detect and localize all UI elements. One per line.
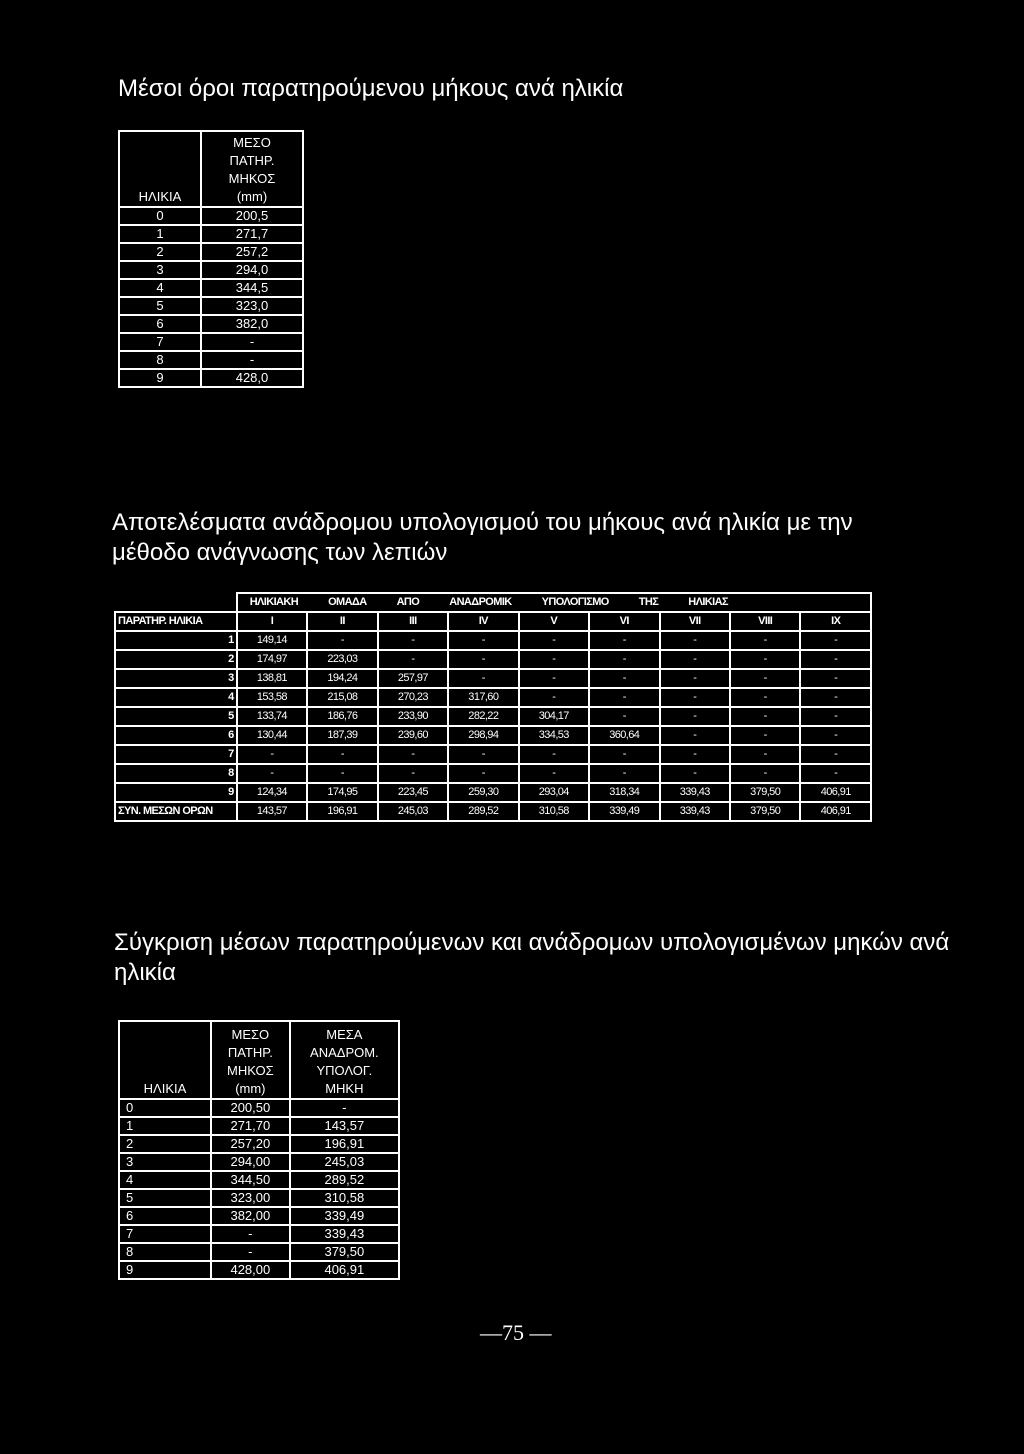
table-row [119,243,303,261]
length-cell: - [730,650,800,669]
calculated-length-cell: 245,03 [290,1153,399,1171]
observed-length-body [119,207,303,387]
observed-length-table [118,130,304,388]
age-class-header: I [237,612,307,631]
table-row [119,1171,399,1189]
table-row [119,207,303,225]
length-cell: 344,5 [201,279,303,297]
observed-length-header [211,1021,290,1099]
length-cell: 382,0 [201,315,303,333]
length-cell: - [519,650,589,669]
length-cell: 257,2 [201,243,303,261]
age-cell: 7 [119,333,201,351]
length-cell: - [660,650,730,669]
table-row [115,650,871,669]
summary-label: ΣΥΝ. ΜΕΣΩΝ ΟΡΩΝ [115,802,237,821]
length-cell: - [660,764,730,783]
table-row [119,1153,399,1171]
header-line: ΜΗΚΟΣ [227,1063,274,1078]
summary-cell: 310,58 [519,802,589,821]
calculated-length-cell: 310,58 [290,1189,399,1207]
summary-cell: 245,03 [378,802,448,821]
observed-age-cell: 3 [115,669,237,688]
length-cell: - [800,631,871,650]
observed-age-cell: 1 [115,631,237,650]
calculated-length-cell: 143,57 [290,1117,399,1135]
length-cell: - [660,707,730,726]
age-class-header: VIII [730,612,800,631]
age-class-header: II [307,612,377,631]
age-cell: 5 [119,1189,211,1207]
calculated-length-cell: 406,91 [290,1261,399,1279]
table-row [119,315,303,333]
table-header-row [119,1021,399,1099]
table-row [119,1099,399,1117]
table-row [115,631,871,650]
observed-age-cell: 8 [115,764,237,783]
length-cell: - [201,351,303,369]
comparison-table [118,1020,400,1280]
length-cell: - [378,764,448,783]
header-line: ΜΗΚΟΣ [228,171,276,186]
page-number: —75 — [480,1320,552,1345]
table-row [115,783,871,802]
length-cell: - [800,688,871,707]
calculated-length-cell: 289,52 [290,1171,399,1189]
caption-word: ΗΛΙΚΙΑΚΗ [249,596,299,608]
table-row [119,333,303,351]
length-cell: - [589,745,659,764]
length-cell: - [800,650,871,669]
age-cell: 9 [119,369,201,387]
section2-title: Αποτελέσματα ανάδρομου υπολογισμού του μήκους ανά ηλικία με την μέθοδο ανάγνωσης των λεπιών [112,509,853,566]
section1-title: Μέσοι όροι παρατηρούμενου μήκους ανά ηλικία [118,75,624,102]
summary-cell: 143,57 [237,802,307,821]
age-cell: 7 [119,1225,211,1243]
age-class-header: VII [660,612,730,631]
length-cell: - [589,669,659,688]
length-cell: 223,03 [307,650,377,669]
table-header-row [119,131,303,207]
age-cell: 6 [119,315,201,333]
age-cell: 0 [119,1099,211,1117]
table-row [119,1261,399,1279]
caption-word: ΤΗΣ [638,596,659,608]
age-class-header: VI [589,612,659,631]
length-cell: - [519,764,589,783]
length-cell: - [589,764,659,783]
summary-cell: 379,50 [730,802,800,821]
length-cell: 174,95 [307,783,377,802]
length-cell: 200,5 [201,207,303,225]
header-line: ΜΕΣΑ [326,1027,363,1042]
table-row [115,669,871,688]
length-cell: 428,0 [201,369,303,387]
table-row [115,764,871,783]
header-line: ΥΠΟΛΟΓ. [316,1063,373,1078]
age-cell: 8 [119,1243,211,1261]
age-header: ΗΛΙΚΙΑ [119,131,201,207]
length-cell: 223,45 [378,783,448,802]
length-cell: - [800,707,871,726]
length-cell: - [660,631,730,650]
age-header: ΗΛΙΚΙΑ [119,1021,211,1099]
length-cell: 334,53 [519,726,589,745]
length-cell: 304,17 [519,707,589,726]
table-row [119,297,303,315]
length-cell: - [519,669,589,688]
length-cell: 153,58 [237,688,307,707]
table-row [115,707,871,726]
row-header-label: ΠΑΡΑΤΗΡ. ΗΛΙΚΙΑ [115,612,237,631]
length-cell: - [448,745,518,764]
observed-age-cell: 2 [115,650,237,669]
length-cell: - [519,631,589,650]
caption-word: ΗΛΙΚΙΑΣ [688,596,728,608]
length-cell: 130,44 [237,726,307,745]
length-cell: 186,76 [307,707,377,726]
observed-length-cell: 271,70 [211,1117,290,1135]
calculated-length-header [290,1021,399,1099]
calculated-length-cell: 379,50 [290,1243,399,1261]
length-cell: - [589,707,659,726]
age-cell: 1 [119,1117,211,1135]
length-cell: - [237,764,307,783]
age-cell: 4 [119,1171,211,1189]
observed-age-cell: 6 [115,726,237,745]
length-cell: - [800,764,871,783]
summary-cell: 289,52 [448,802,518,821]
age-class-header: III [378,612,448,631]
header-line: ΜΕΣΟ [233,135,271,150]
length-cell: - [448,650,518,669]
length-cell: 379,50 [730,783,800,802]
length-cell: - [448,669,518,688]
calculated-length-cell: 339,43 [290,1225,399,1243]
length-cell: - [378,650,448,669]
length-cell: - [589,688,659,707]
observed-length-cell: - [211,1225,290,1243]
section3-title: Σύγκριση μέσων παρατηρούμενων και ανάδρομων υπολογισμένων μηκών ανά ηλικία [114,929,950,986]
length-cell: 360,64 [589,726,659,745]
length-cell: 298,94 [448,726,518,745]
length-cell: - [800,669,871,688]
length-cell: 406,91 [800,783,871,802]
table-row [115,688,871,707]
age-cell: 6 [119,1207,211,1225]
age-cell: 0 [119,207,201,225]
back-calculation-table [114,592,872,822]
header-line: ΑΝΑΔΡΟΜ. [310,1045,379,1060]
length-cell: 339,43 [660,783,730,802]
header-line: ΠΑΤΗΡ. [229,153,275,168]
observed-age-cell: 5 [115,707,237,726]
age-cell: 2 [119,243,201,261]
length-cell: - [448,764,518,783]
summary-cell: 339,49 [589,802,659,821]
length-cell: - [378,745,448,764]
length-cell: 174,97 [237,650,307,669]
length-cell: - [589,650,659,669]
age-cell: 8 [119,351,201,369]
length-cell: 149,14 [237,631,307,650]
length-cell: 124,34 [237,783,307,802]
calculated-length-cell: 339,49 [290,1207,399,1225]
caption-word: ΑΝΑΔΡΟΜΙΚ [449,596,512,608]
calculated-length-cell: 196,91 [290,1135,399,1153]
length-cell: 294,0 [201,261,303,279]
table-row [119,1189,399,1207]
header-line: ΠΑΤΗΡ. [227,1045,273,1060]
age-cell: 4 [119,279,201,297]
table-row [119,261,303,279]
length-cell: 215,08 [307,688,377,707]
length-cell: - [730,726,800,745]
header-line: ΜΗΚΗ [325,1081,364,1096]
age-class-header: IX [800,612,871,631]
length-cell: 233,90 [378,707,448,726]
length-cell: 239,60 [378,726,448,745]
length-cell: 282,22 [448,707,518,726]
length-cell: - [201,333,303,351]
column-header-row [115,612,871,631]
length-cell: - [730,669,800,688]
observed-age-cell: 7 [115,745,237,764]
summary-cell: 339,43 [660,802,730,821]
comparison-body [119,1099,399,1279]
age-class-header: V [519,612,589,631]
length-cell: - [519,745,589,764]
length-cell: - [660,745,730,764]
age-cell: 1 [119,225,201,243]
length-cell: - [730,631,800,650]
header-line: (mm) [235,1081,266,1096]
caption-word: ΑΠΟ [396,596,420,608]
length-cell: 323,0 [201,297,303,315]
length-cell: - [730,688,800,707]
length-cell: 138,81 [237,669,307,688]
caption-word: ΥΠΟΛΟΓΙΣΜΟ [541,596,609,608]
observed-length-cell: - [211,1243,290,1261]
age-class-header: IV [448,612,518,631]
length-cell: 257,97 [378,669,448,688]
header-line: ΜΕΣΟ [231,1027,270,1042]
summary-cell: 196,91 [307,802,377,821]
length-cell: - [378,631,448,650]
observed-length-cell: 344,50 [211,1171,290,1189]
table-row [119,225,303,243]
length-cell: - [730,707,800,726]
age-cell: 3 [119,261,201,279]
table-row [119,279,303,297]
length-cell: - [237,745,307,764]
caption-word: ΟΜΑΔΑ [328,596,367,608]
age-cell: 5 [119,297,201,315]
header-line: (mm) [236,189,268,204]
table-row [119,1117,399,1135]
length-cell: - [307,631,377,650]
observed-length-cell: 428,00 [211,1261,290,1279]
length-cell: - [660,688,730,707]
table-row [119,369,303,387]
length-cell: 133,74 [237,707,307,726]
length-cell: 317,60 [448,688,518,707]
age-cell: 2 [119,1135,211,1153]
table-row [119,1135,399,1153]
table-row [119,351,303,369]
summary-cell: 406,91 [800,802,871,821]
length-cell: 271,7 [201,225,303,243]
observed-length-header [201,131,303,207]
observed-length-cell: 200,50 [211,1099,290,1117]
length-cell: - [307,764,377,783]
length-cell: - [307,745,377,764]
length-cell: 187,39 [307,726,377,745]
length-cell: - [730,745,800,764]
observed-age-cell: 4 [115,688,237,707]
table-row [115,745,871,764]
calculated-length-cell: - [290,1099,399,1117]
age-group-caption [237,593,871,612]
length-cell: - [730,764,800,783]
length-cell: 293,04 [519,783,589,802]
length-cell: - [800,726,871,745]
age-cell: 3 [119,1153,211,1171]
length-cell: 270,23 [378,688,448,707]
length-cell: 194,24 [307,669,377,688]
length-cell: - [660,726,730,745]
table-row [119,1243,399,1261]
length-cell: 318,34 [589,783,659,802]
length-cell: - [589,631,659,650]
table-row [115,726,871,745]
length-cell: - [660,669,730,688]
length-cell: 259,30 [448,783,518,802]
observed-length-cell: 382,00 [211,1207,290,1225]
observed-length-cell: 294,00 [211,1153,290,1171]
observed-length-cell: 323,00 [211,1189,290,1207]
back-calculation-body [115,593,871,821]
observed-age-cell: 9 [115,783,237,802]
observed-length-cell: 257,20 [211,1135,290,1153]
caption-blank [115,593,237,612]
length-cell: - [448,631,518,650]
length-cell: - [800,745,871,764]
table-row [119,1225,399,1243]
summary-row [115,802,871,821]
table-row [119,1207,399,1225]
length-cell: - [519,688,589,707]
age-cell: 9 [119,1261,211,1279]
caption-row [115,593,871,612]
